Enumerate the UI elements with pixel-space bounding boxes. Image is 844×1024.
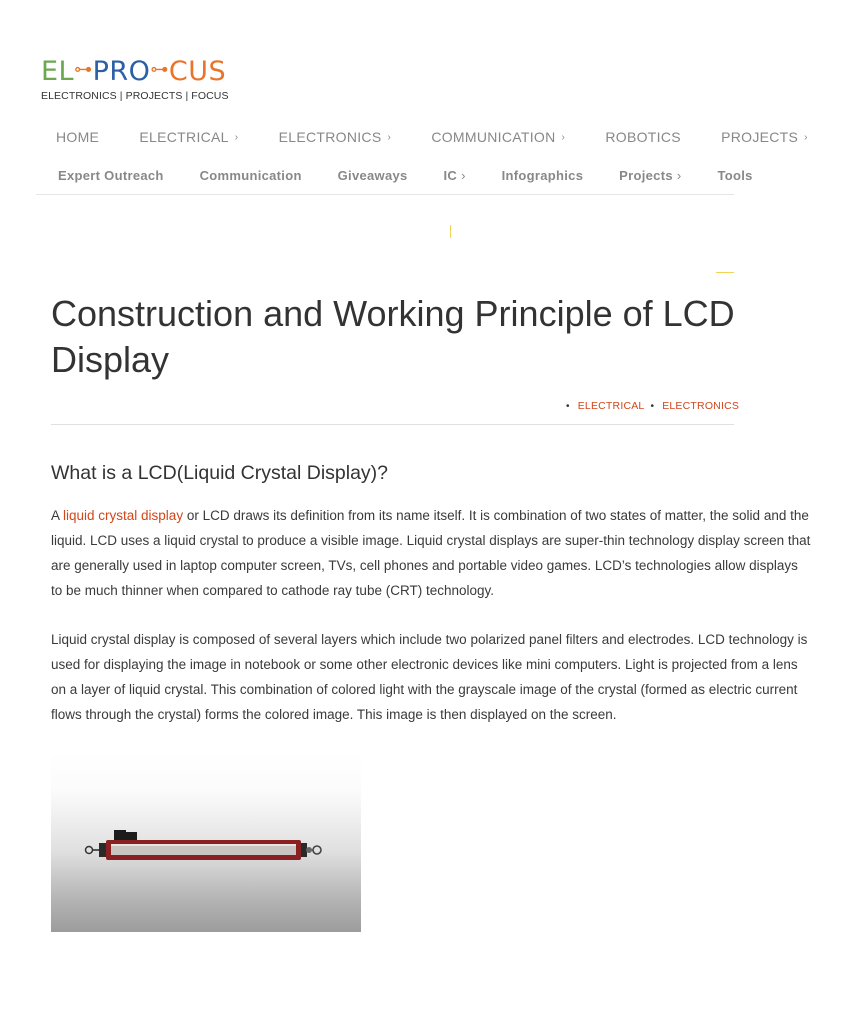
logo-wordmark xyxy=(41,58,229,89)
subnav-item-projects[interactable] xyxy=(619,168,681,183)
subnav-item-label: Expert Outreach xyxy=(58,168,164,183)
nav-divider xyxy=(36,194,734,195)
subnav-item-label: IC xyxy=(443,168,458,183)
nav-item-robotics[interactable] xyxy=(605,129,681,145)
subnav-item-tools[interactable] xyxy=(717,168,752,183)
decorative-divider xyxy=(450,225,451,238)
subnav-item-expert-outreach[interactable] xyxy=(58,168,164,183)
chevron-right-icon: › xyxy=(676,168,682,183)
subnav-item-giveaways[interactable] xyxy=(338,168,408,183)
nav-item-home[interactable] xyxy=(56,129,99,145)
lcd-product-image xyxy=(51,752,361,932)
subnav-item-infographics[interactable] xyxy=(502,168,584,183)
nav-item-projects[interactable] xyxy=(721,129,808,145)
subnav-item-label: Communication xyxy=(199,168,302,183)
title-divider xyxy=(51,424,734,425)
logo-tagline: ELECTRONICS | PROJECTS | FOCUS xyxy=(41,90,229,102)
subnav-item-label: Infographics xyxy=(501,168,584,183)
bullet-icon: • xyxy=(566,401,570,412)
article-categories xyxy=(560,400,739,412)
category-link-electrical[interactable]: ELECTRICAL xyxy=(577,400,645,412)
article-title: Construction and Working Principle of LCD Display xyxy=(51,293,735,380)
chevron-right-icon: › xyxy=(561,132,566,143)
paragraph-text: or LCD draws its definition from its name itself. It is combination of two states of matter, the solid and the liquid. LCD uses a liquid crystal to produce a visible image. Liquid crystal displays are super-thin technology display screen that are generally used in laptop computer screen, TVs, cell phones and portable video games. LCD’s technologies allow displays to be much thinner when compared to cathode ray tube (CRT) technology. xyxy=(51,508,811,598)
logo-part-el: EL xyxy=(41,56,75,87)
nav-item-label: HOME xyxy=(56,129,100,145)
chevron-right-icon: › xyxy=(804,132,808,143)
liquid-crystal-display-link[interactable]: liquid crystal display xyxy=(63,508,184,523)
logo-part-cus: CUS xyxy=(168,56,227,87)
logo-link-icon: ⊶ xyxy=(150,59,169,80)
subnav-item-label: Tools xyxy=(717,168,753,183)
category-link-electronics[interactable]: ELECTRONICS xyxy=(662,400,740,412)
nav-item-label: ELECTRICAL xyxy=(139,129,229,145)
primary-nav xyxy=(56,129,844,145)
nav-item-electrical[interactable] xyxy=(139,129,238,145)
subnav-item-label: Giveaways xyxy=(337,168,408,183)
logo-part-pro: PRO xyxy=(92,56,151,87)
decorative-divider xyxy=(716,272,734,273)
nav-item-communication[interactable] xyxy=(431,129,565,145)
subnav-item-communication[interactable] xyxy=(200,168,302,183)
subnav-item-label: Projects xyxy=(619,168,673,183)
article-paragraph: Liquid crystal display is composed of several layers which include two polarized panel filters and electrodes. LCD technology is used for displaying the image in notebook or some other electronic devices like mini computers. Light is projected from a lens on a layer of liquid crystal. This combination of colored light with the grayscale image of the crystal (formed as electric current flows through the crystal) forms the colored image. This image is then displayed on the screen. xyxy=(51,632,808,722)
site-logo[interactable] xyxy=(41,58,229,102)
subnav-item-ic[interactable] xyxy=(443,168,465,183)
article-paragraph xyxy=(51,503,811,603)
bullet-icon: • xyxy=(650,401,655,412)
nav-item-label: PROJECTS xyxy=(721,129,799,145)
nav-item-label: COMMUNICATION xyxy=(431,129,556,145)
chevron-right-icon: › xyxy=(387,132,392,143)
nav-item-label: ELECTRONICS xyxy=(278,129,382,145)
nav-item-electronics[interactable] xyxy=(279,129,392,145)
chevron-right-icon: › xyxy=(234,132,239,143)
section-heading: What is a LCD(Liquid Crystal Display)? xyxy=(51,462,389,484)
product-illustration xyxy=(51,752,361,932)
nav-item-label: ROBOTICS xyxy=(605,129,681,145)
chevron-right-icon: › xyxy=(461,168,466,183)
secondary-nav xyxy=(58,168,785,183)
logo-link-icon: ⊶ xyxy=(74,59,93,80)
paragraph-text: A xyxy=(51,508,64,523)
